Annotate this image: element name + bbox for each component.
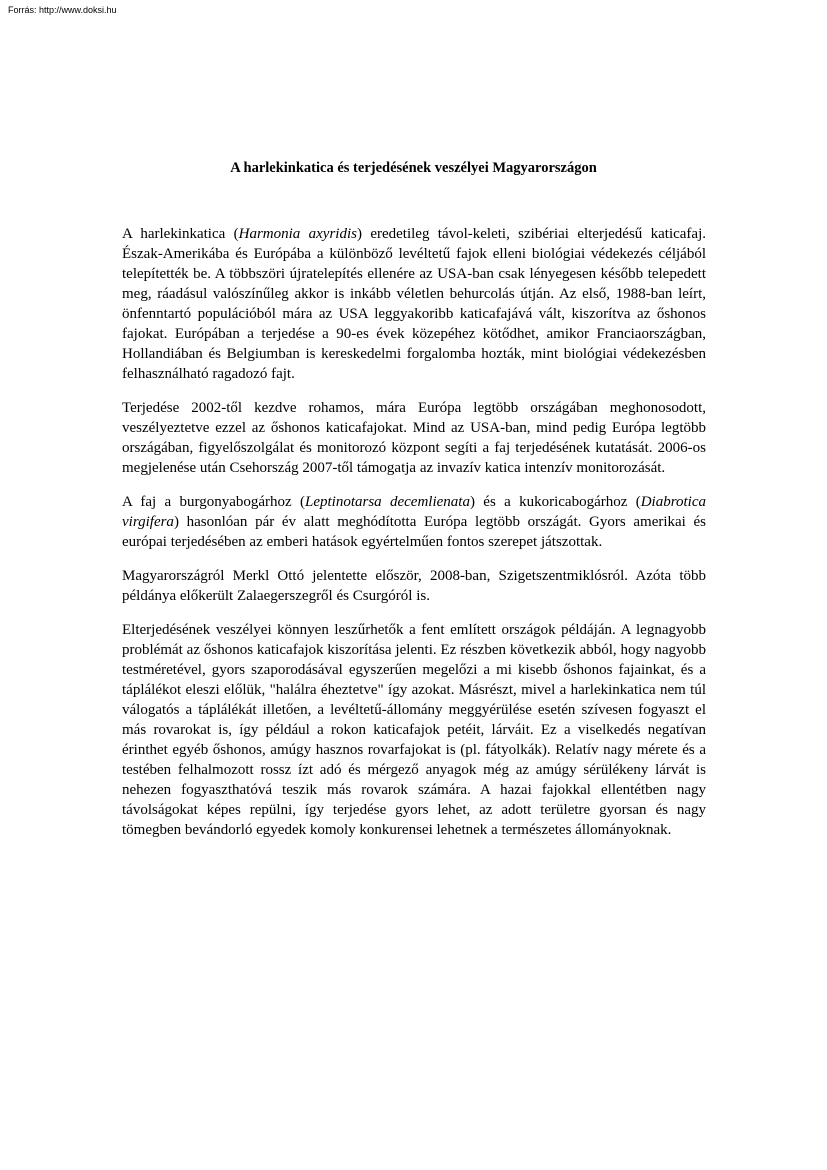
article-body xyxy=(122,224,706,854)
species-name-leptinotarsa: Leptinotarsa decemlienata xyxy=(304,494,470,510)
page-title: A harlekinkatica és terjedésének veszélyei Magyarországon xyxy=(230,160,597,176)
paragraph-5: Elterjedésének veszélyei könnyen leszűrhetők a fent említett országok példáján. A legnagyobb problémát az őshonos katicafajok kiszorítása jelenti. Ez részben következik abból, hogy nagyobb testméretével, gyors szaporodásával egyszerűen megelőzi a mi kisebb őshonos fajainkat, és a táplálékot eleszi előlük, "halálra éheztetve" így azokat. Másrészt, mivel a harlekinkatica nem túl válogatós a táplálékát illetően, a levéltetű-állomány meggyérülése esetén szívesen fogyaszt el más rovarokat is, így például a rokon katicafajok petéit, lárváit. Ez a viselkedés negatívan érinthet egyéb őshonos, amúgy hasznos rovarfajokat is (pl. fátyolkák). Relatív nagy mérete és a testében felhalmozott rossz ízt adó és mérgező anyagok még az amúgy sérülékeny lárvát is nehezen fogyaszthatóvá teszik más rovarok számára. A hazai fajokkal ellentétben nagy távolságokat képes repülni, így terjedése gyors lehet, az adott területre gyorsan és nagy tömegben bevándorló egyedek komoly konkurensei lehetnek a természetes állományoknak. xyxy=(122,622,706,838)
source-attribution: Forrás: http://www.doksi.hu xyxy=(8,5,117,15)
paragraph-3 xyxy=(122,492,706,552)
paragraph-3-text-a: A faj a burgonyabogárhoz ( xyxy=(122,494,305,510)
species-name-diabrotica: Diabrotica virgifera xyxy=(122,494,706,530)
paragraph-1-text-b: ) eredetileg távol-keleti, szibériai elterjedésű katicafaj. Észak-Amerikába és Európába a különböző levéltetű fajok elleni biológiai védekezés céljából telepítették be. A többszöri újratelepítés ellenére az USA-ban csak lényegesen később telepedett meg, ráadásul valószínűleg akkor is inkább véletlen behurcolás útján. Az első, 1988-ban leírt, önfenntartó populációból mára az USA leggyakoribb katicafajává vált, kiszorítva az őshonos fajokat. Európában a terjedése a 90-es évek közepéhez kötődhet, amikor Franciaországban, Hollandiában és Belgiumban is kereskedelmi forgalomba hozták, mint biológiai védekezésben felhasználható ragadozó fajt. xyxy=(122,226,706,382)
paragraph-2: Terjedése 2002-től kezdve rohamos, mára Európa legtöbb országában meghonosodott, veszélyeztetve ezzel az őshonos katicafajokat. Mind az USA-ban, mind pedig Európa legtöbb országában, figyelőszolgálat és monitorozó központ segíti a faj terjedésének kutatását. 2006-os megjelenése után Csehország 2007-től támogatja az invazív katica intenzív monitorozását. xyxy=(122,400,706,476)
paragraph-1 xyxy=(122,224,706,384)
species-name-harmonia: Harmonia axyridis xyxy=(238,226,357,242)
paragraph-3-text-c: ) hasonlóan pár év alatt meghódította Európa legtöbb országát. Gyors amerikai és európai terjedésében az emberi hatások egyértelműen fontos szerepet játszottak. xyxy=(122,514,706,550)
paragraph-1-text-a: A harlekinkatica ( xyxy=(122,226,239,242)
paragraph-3-text-b: ) és a kukoricabogárhoz ( xyxy=(469,494,641,510)
paragraph-4: Magyarországról Merkl Ottó jelentette először, 2008-ban, Szigetszentmiklósról. Azóta több példánya előkerült Zalaegerszegről és Csurgóról is. xyxy=(122,568,706,604)
